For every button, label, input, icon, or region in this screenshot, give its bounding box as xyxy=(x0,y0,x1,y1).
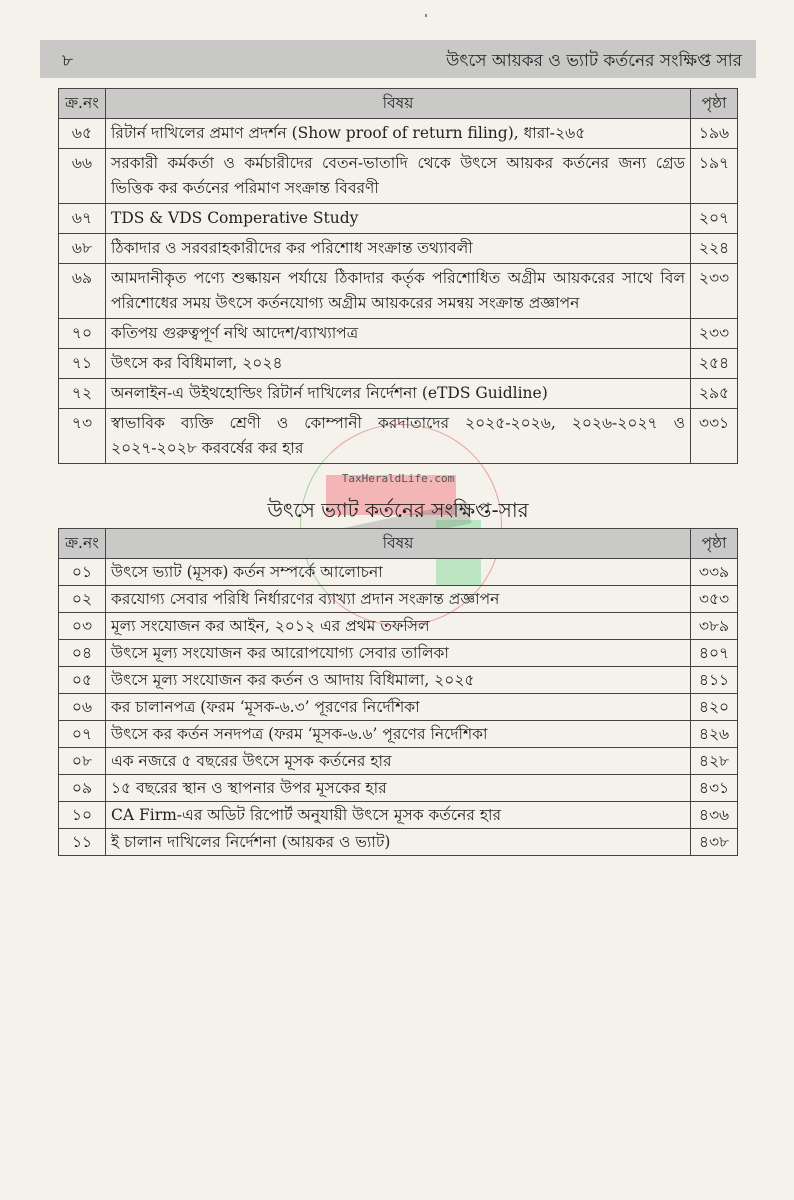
row-serial: ০৯ xyxy=(59,775,106,802)
row-serial: ৬৬ xyxy=(59,149,106,204)
row-serial: ০২ xyxy=(59,586,106,613)
watermark-text: TaxHeraldLife.com xyxy=(341,472,455,485)
row-serial: ০৭ xyxy=(59,721,106,748)
row-subject: উৎসে কর কর্তন সনদপত্র (ফরম ‘মূসক-৬.৬’ পূরণের নির্দেশিকা xyxy=(106,721,691,748)
page-number: ৮ xyxy=(62,51,74,71)
row-page: ৪৩৮ xyxy=(691,829,738,856)
table-row xyxy=(59,349,738,379)
row-page: ২৫৪ xyxy=(691,349,738,379)
row-subject: কতিপয় গুরুত্বপূর্ণ নথি আদেশ/ব্যাখ্যাপত্র xyxy=(106,319,691,349)
row-subject: ঠিকাদার ও সরবরাহকারীদের কর পরিশোধ সংক্রান্ত তথ্যাবলী xyxy=(106,234,691,264)
row-serial: ১০ xyxy=(59,802,106,829)
col-serial: ক্র.নং xyxy=(59,89,106,119)
row-subject: উৎসে ভ্যাট (মূসক) কর্তন সম্পর্কে আলোচনা xyxy=(106,559,691,586)
row-page: ৪০৭ xyxy=(691,640,738,667)
vat-section xyxy=(58,464,738,856)
row-page: ৩৩৯ xyxy=(691,559,738,586)
row-subject: অনলাইন-এ উইথহোল্ডিং রিটার্ন দাখিলের নির্দেশনা (eTDS Guidline) xyxy=(106,379,691,409)
page-content xyxy=(58,88,738,856)
row-subject: TDS & VDS Comperative Study xyxy=(106,204,691,234)
table-header-row xyxy=(59,89,738,119)
row-serial: ৬৯ xyxy=(59,264,106,319)
col-page: পৃষ্ঠা xyxy=(691,89,738,119)
row-subject: মূল্য সংযোজন কর আইন, ২০১২ এর প্রথম তফসিল xyxy=(106,613,691,640)
col-page: পৃষ্ঠা xyxy=(691,529,738,559)
table-row xyxy=(59,149,738,204)
row-subject: করযোগ্য সেবার পরিধি নির্ধারণের ব্যাখ্যা প্রদান সংক্রান্ত প্রজ্ঞাপন xyxy=(106,586,691,613)
row-page: ২৩৩ xyxy=(691,264,738,319)
table-row xyxy=(59,119,738,149)
table-row xyxy=(59,234,738,264)
table-row xyxy=(59,721,738,748)
row-page: ২৯৫ xyxy=(691,379,738,409)
table-row xyxy=(59,829,738,856)
row-page: ৪৩৬ xyxy=(691,802,738,829)
row-page: ৩৫৩ xyxy=(691,586,738,613)
row-serial: ০৮ xyxy=(59,748,106,775)
row-page: ৪১১ xyxy=(691,667,738,694)
row-subject: উৎসে মূল্য সংযোজন কর কর্তন ও আদায় বিধিমালা, ২০২৫ xyxy=(106,667,691,694)
row-serial: ১১ xyxy=(59,829,106,856)
row-serial: ০১ xyxy=(59,559,106,586)
table-header-row xyxy=(59,529,738,559)
row-subject: রিটার্ন দাখিলের প্রমাণ প্রদর্শন (Show proof of return filing), ধারা-২৬৫ xyxy=(106,119,691,149)
row-page: ৪৩১ xyxy=(691,775,738,802)
section-gap xyxy=(58,464,738,494)
row-subject: উৎসে মূল্য সংযোজন কর আরোপযোগ্য সেবার তালিকা xyxy=(106,640,691,667)
col-subject: বিষয় xyxy=(106,89,691,119)
table-row xyxy=(59,559,738,586)
table-row xyxy=(59,802,738,829)
row-page: ২০৭ xyxy=(691,204,738,234)
table-row xyxy=(59,379,738,409)
row-serial: ০৪ xyxy=(59,640,106,667)
row-serial: ৭২ xyxy=(59,379,106,409)
row-subject: ই চালান দাখিলের নির্দেশনা (আয়কর ও ভ্যাট) xyxy=(106,829,691,856)
row-page: ২২৪ xyxy=(691,234,738,264)
col-serial: ক্র.নং xyxy=(59,529,106,559)
table-row xyxy=(59,613,738,640)
table-row xyxy=(59,640,738,667)
col-subject: বিষয় xyxy=(106,529,691,559)
row-serial: ০৩ xyxy=(59,613,106,640)
row-serial: ০৬ xyxy=(59,694,106,721)
row-serial: ৭৩ xyxy=(59,409,106,464)
row-subject: স্বাভাবিক ব্যক্তি শ্রেণী ও কোম্পানী করদাতাদের ২০২৫-২০২৬, ২০২৬-২০২৭ ও ২০২৭-২০২৮ করবর্ষের কর হার xyxy=(106,409,691,464)
table-row xyxy=(59,586,738,613)
row-page: ২৩৩ xyxy=(691,319,738,349)
row-subject: ১৫ বছরের স্থান ও স্থাপনার উপর মূসকের হার xyxy=(106,775,691,802)
row-page: ১৯৭ xyxy=(691,149,738,204)
row-subject: উৎসে কর বিধিমালা, ২০২৪ xyxy=(106,349,691,379)
row-subject: CA Firm-এর অডিট রিপোর্ট অনুযায়ী উৎসে মূসক কর্তনের হার xyxy=(106,802,691,829)
row-page: ৪২০ xyxy=(691,694,738,721)
table-row xyxy=(59,748,738,775)
table-row xyxy=(59,264,738,319)
paper-speck xyxy=(425,14,427,17)
row-serial: ৬৫ xyxy=(59,119,106,149)
section-title: উৎসে ভ্যাট কর্তনের সংক্ষিপ্ত-সার xyxy=(267,498,529,522)
row-page: ৩৩১ xyxy=(691,409,738,464)
row-page: ৪২৮ xyxy=(691,748,738,775)
row-serial: ৭০ xyxy=(59,319,106,349)
income-tax-contents-table xyxy=(58,88,738,464)
row-page: ৩৮৯ xyxy=(691,613,738,640)
row-page: ৪২৬ xyxy=(691,721,738,748)
running-header xyxy=(40,40,756,78)
row-serial: ৭১ xyxy=(59,349,106,379)
table-row xyxy=(59,204,738,234)
row-serial: ৬৮ xyxy=(59,234,106,264)
table-row xyxy=(59,667,738,694)
row-serial: ০৫ xyxy=(59,667,106,694)
row-subject: এক নজরে ৫ বছরের উৎসে মূসক কর্তনের হার xyxy=(106,748,691,775)
vat-contents-table xyxy=(58,528,738,856)
table-row xyxy=(59,319,738,349)
table-row xyxy=(59,775,738,802)
row-subject: সরকারী কর্মকর্তা ও কর্মচারীদের বেতন-ভাতাদি থেকে উৎসে আয়কর কর্তনের জন্য গ্রেড ভিত্তিক কর কর্তনের পরিমাণ সংক্রান্ত বিবরণী xyxy=(106,149,691,204)
table-row xyxy=(59,409,738,464)
row-serial: ৬৭ xyxy=(59,204,106,234)
row-subject: কর চালানপত্র (ফরম ‘মূসক-৬.৩’ পূরণের নির্দেশিকা xyxy=(106,694,691,721)
table-row xyxy=(59,694,738,721)
row-page: ১৯৬ xyxy=(691,119,738,149)
running-title: উৎসে আয়কর ও ভ্যাট কর্তনের সংক্ষিপ্ত সার xyxy=(446,51,742,71)
row-subject: আমদানীকৃত পণ্যে শুল্কায়ন পর্যায়ে ঠিকাদার কর্তৃক পরিশোধিত অগ্রীম আয়করের সাথে বিল পরিশোধের সময় উৎসে কর্তনযোগ্য অগ্রীম আয়করের সমন্বয় সংক্রান্ত প্রজ্ঞাপন xyxy=(106,264,691,319)
